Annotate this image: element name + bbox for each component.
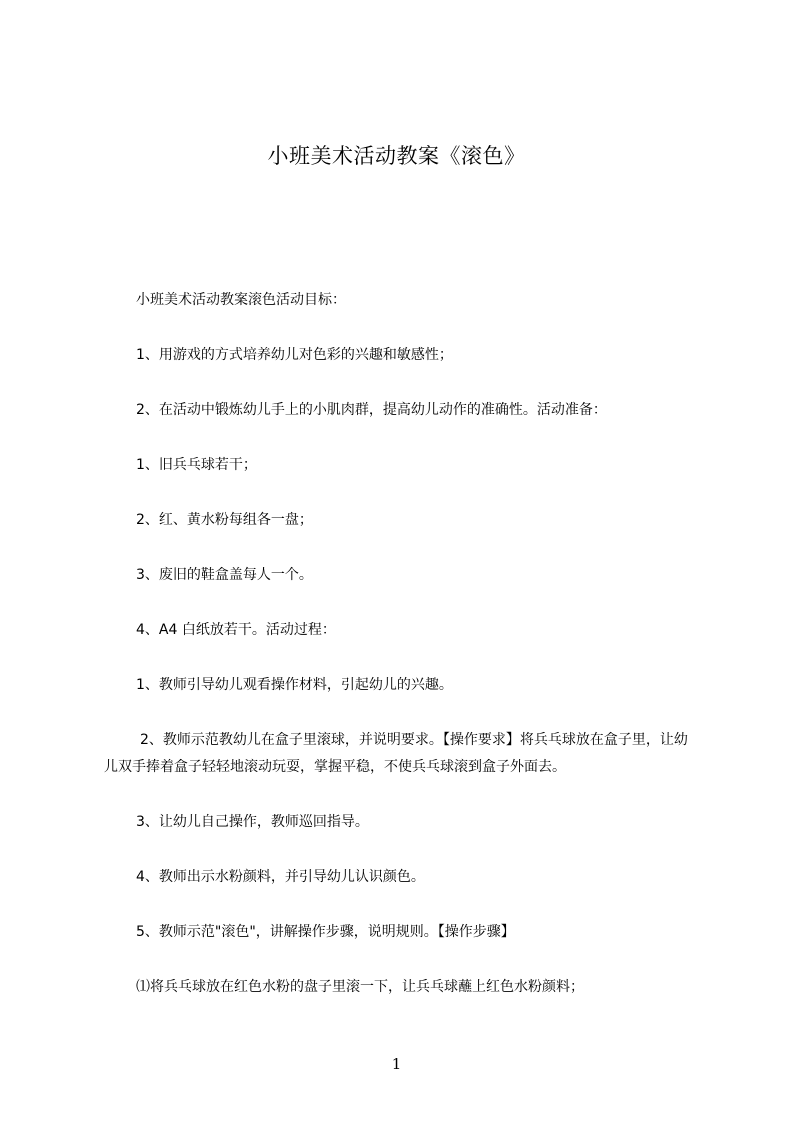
paragraph-process-1: 1、教师引导幼儿观看操作材料，引起幼儿的兴趣。 xyxy=(136,677,453,693)
paragraph-goal-1: 1、用游戏的方式培养幼儿对色彩的兴趣和敏感性； xyxy=(136,347,453,363)
paragraph-process-4: 4、教师出示水粉颜料，并引导幼儿认识颜色。 xyxy=(136,869,425,885)
document-body xyxy=(104,287,698,1029)
paragraph-goal-heading: 小班美术活动教案滚色活动目标： xyxy=(136,292,346,308)
paragraph-process-5: 5、教师示范"滚色"，讲解操作步骤，说明规则。【操作步骤】 xyxy=(136,924,515,940)
paragraph-prep-2: 2、红、黄水粉每组各一盘； xyxy=(136,512,313,528)
paragraph-prep-3: 3、废旧的鞋盒盖每人一个。 xyxy=(136,567,313,583)
paragraph-process-3: 3、让幼儿自己操作，教师巡回指导。 xyxy=(136,814,369,830)
paragraph-prep-4: 4、A4 白纸放若干。活动过程： xyxy=(136,622,336,638)
paragraph-goal-2: 2、在活动中锻炼幼儿手上的小肌肉群，提高幼儿动作的准确性。活动准备： xyxy=(136,402,607,418)
paragraph-prep-1: 1、旧兵乓球若干； xyxy=(136,457,257,473)
document-title: 小班美术活动教案《滚色》 xyxy=(267,144,526,168)
paragraph-step-1: ⑴将兵乓球放在红色水粉的盘子里滚一下，让兵乓球蘸上红色水粉颜料； xyxy=(136,979,584,995)
paragraph-process-2: 2、教师示范教幼儿在盒子里滚球，并说明要求。【操作要求】将兵乓球放在盒子里，让幼儿双手捧着盒子轻轻地滚动玩耍，掌握平稳，不使兵乓球滚到盒子外面去。 xyxy=(104,732,688,775)
page-number: 1 xyxy=(391,1055,402,1073)
